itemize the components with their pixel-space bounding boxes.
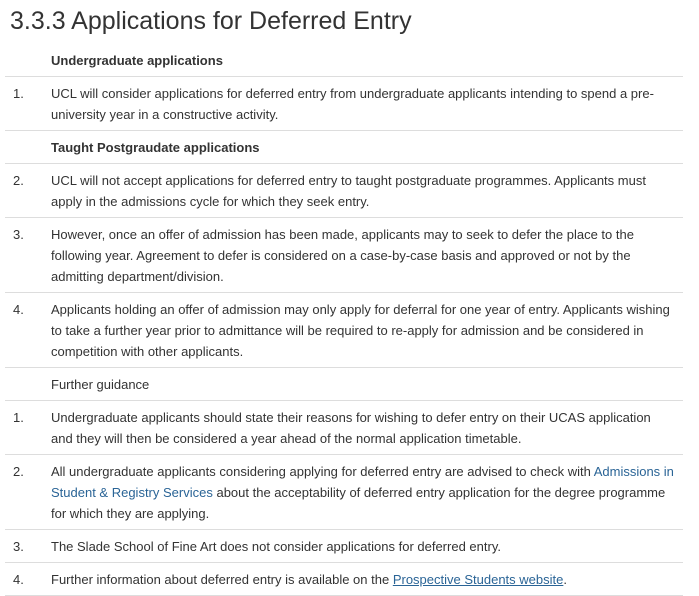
section-heading-row	[5, 44, 683, 77]
section-heading-guidance: Further guidance	[43, 368, 683, 401]
table-row	[5, 293, 683, 368]
item-text-pre: Further information about deferred entry is available on the	[51, 572, 393, 587]
table-row	[5, 218, 683, 293]
item-text-pre: All undergraduate applicants considering applying for deferred entry are advised to check with	[51, 464, 594, 479]
item-number: 2.	[5, 164, 43, 218]
table-row	[5, 563, 683, 596]
section-heading-row	[5, 368, 683, 401]
item-text: Undergraduate applicants should state their reasons for wishing to defer entry on their UCAS application and they will then be considered a year ahead of the normal application timetable.	[43, 401, 683, 455]
section-heading-postgraduate: Taught Postgraudate applications	[43, 131, 683, 164]
section-heading-undergraduate: Undergraduate applications	[51, 53, 223, 68]
item-number: 3.	[5, 530, 43, 563]
item-text-post: about the acceptability of deferred entry application for the degree programme for which they are applying.	[51, 485, 666, 521]
table-row	[5, 77, 683, 131]
item-number: 3.	[5, 218, 43, 293]
item-text: UCL will consider applications for deferred entry from undergraduate applicants intending to spend a pre-university year in a constructive activity.	[43, 77, 683, 131]
table-row	[5, 455, 683, 530]
item-number: 4.	[5, 293, 43, 368]
table-row	[5, 401, 683, 455]
item-text: The Slade School of Fine Art does not consider applications for deferred entry.	[43, 530, 683, 563]
item-number: 4.	[5, 563, 43, 596]
deferred-entry-table	[5, 44, 683, 596]
item-text	[43, 563, 683, 596]
table-row	[5, 164, 683, 218]
table-row	[5, 530, 683, 563]
item-number: 1.	[5, 401, 43, 455]
item-text: Applicants holding an offer of admission may only apply for deferral for one year of entry. Applicants wishing to take a further year prior to admittance will be required to re-apply for admission and be considered in competition with other applicants.	[43, 293, 683, 368]
item-text-post: .	[563, 572, 567, 587]
section-heading-row	[5, 131, 683, 164]
admissions-link[interactable]: Admissions in Student & Registry Services	[51, 464, 674, 500]
prospective-students-link[interactable]: Prospective Students website	[392, 572, 564, 587]
item-number: 1.	[5, 77, 43, 131]
item-text	[43, 455, 683, 530]
item-text: UCL will not accept applications for deferred entry to taught postgraduate programmes. Applicants must apply in the admissions cycle for which they seek entry.	[43, 164, 683, 218]
item-number: 2.	[5, 455, 43, 530]
item-text: However, once an offer of admission has been made, applicants may to seek to defer the place to the following year. Agreement to defer is considered on a case-by-case basis and approved or not by the admitting department/division.	[43, 218, 683, 293]
page-title: 3.3.3 Applications for Deferred Entry	[10, 7, 412, 35]
